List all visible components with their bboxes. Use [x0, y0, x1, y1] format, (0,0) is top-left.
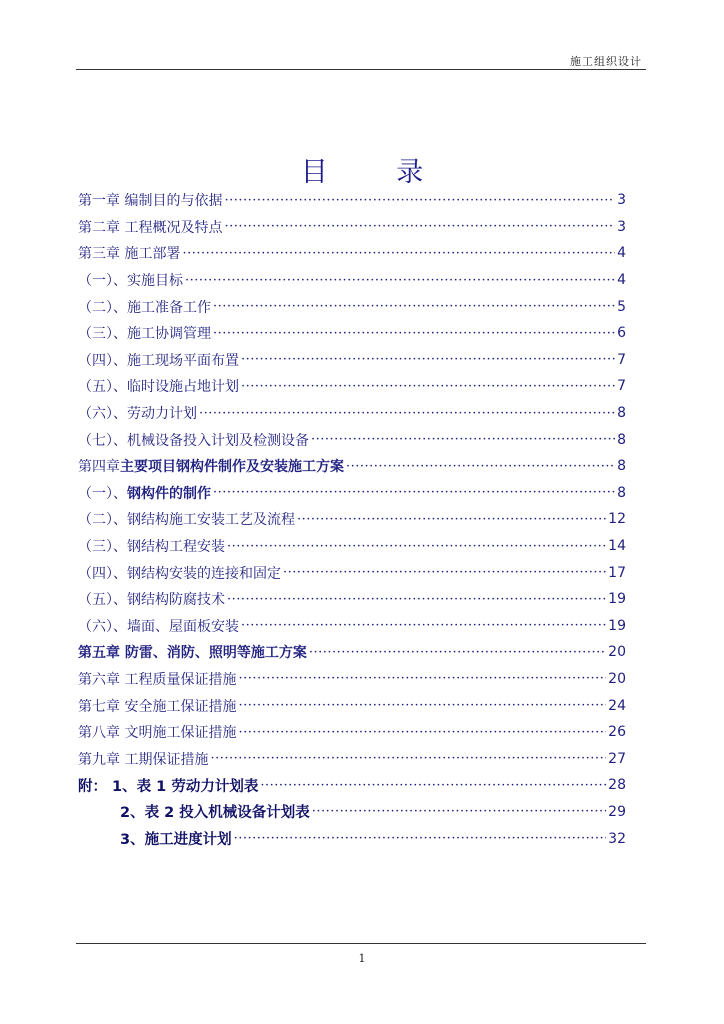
toc-entry-3-7[interactable]: （七）、机械设备投入计划及检测设备 ····· 8 [78, 426, 626, 453]
toc-entry-3-1[interactable]: （一）、实施目标 ····· 4 [78, 267, 626, 294]
toc-entry-ch8[interactable]: 第八章 文明施工保证措施 ····· 26 [78, 719, 626, 746]
toc-entry-ch2[interactable]: 第二章 工程概况及特点 ····· 3 [78, 214, 626, 241]
toc-entry-3-4[interactable]: （四）、施工现场平面布置 ····· 7 [78, 347, 626, 374]
toc-entry-3-5[interactable]: （五）、临时设施占地计划 ····· 7 [78, 373, 626, 400]
header-divider [76, 69, 646, 70]
page-number: 1 [358, 952, 366, 965]
toc-entry-ch4[interactable]: 第四章 主要项目钢构件制作及安装施工方案 ····· 8 [78, 453, 626, 480]
toc-entry-3-2[interactable]: （二）、施工准备工作 ····· 5 [78, 293, 626, 320]
toc-entry-4-4[interactable]: （四）、钢结构安装的连接和固定 ····· 17 [78, 559, 626, 586]
toc-entry-ch9[interactable]: 第九章 工期保证措施 ····· 27 [78, 745, 626, 772]
table-of-contents [78, 187, 626, 852]
toc-entry-ch6[interactable]: 第六章 工程质量保证措施 ····· 20 [78, 666, 626, 693]
toc-entry-ch3[interactable]: 第三章 施工部署 ····· 4 [78, 240, 626, 267]
toc-appendix-3[interactable]: 3、施工进度计划 ····· 32 [78, 825, 626, 852]
toc-entry-ch7[interactable]: 第七章 安全施工保证措施 ····· 24 [78, 692, 626, 719]
toc-entry-ch5[interactable]: 第五章 防雷、消防、照明等施工方案 ····· 20 [78, 639, 626, 666]
toc-entry-4-1[interactable]: （一）、 钢构件的制作 ····· 8 [78, 480, 626, 507]
toc-entry-3-3[interactable]: （三）、施工协调管理 ····· 6 [78, 320, 626, 347]
toc-entry-ch1[interactable]: 第一章 编制目的与依据 ····· 3 [78, 187, 626, 214]
toc-entry-3-6[interactable]: （六）、劳动力计划 ····· 8 [78, 400, 626, 427]
toc-entry-4-5[interactable]: （五）、钢结构防腐技术 ····· 19 [78, 586, 626, 613]
toc-entry-4-6[interactable]: （六）、墙面、屋面板安装 ····· 19 [78, 613, 626, 640]
toc-title: 目 录 [300, 157, 454, 188]
toc-entry-4-2[interactable]: （二）、钢结构施工安装工艺及流程 ····· 12 [78, 506, 626, 533]
toc-appendix-1[interactable]: 附： 1、表 1 劳动力计划表 ····· 28 [78, 772, 626, 799]
running-header: 施工组织设计 [570, 55, 642, 68]
footer-divider [76, 943, 646, 944]
toc-appendix-2[interactable]: 2、表 2 投入机械设备计划表 ····· 29 [78, 799, 626, 826]
toc-entry-4-3[interactable]: （三）、钢结构工程安装 ····· 14 [78, 533, 626, 560]
